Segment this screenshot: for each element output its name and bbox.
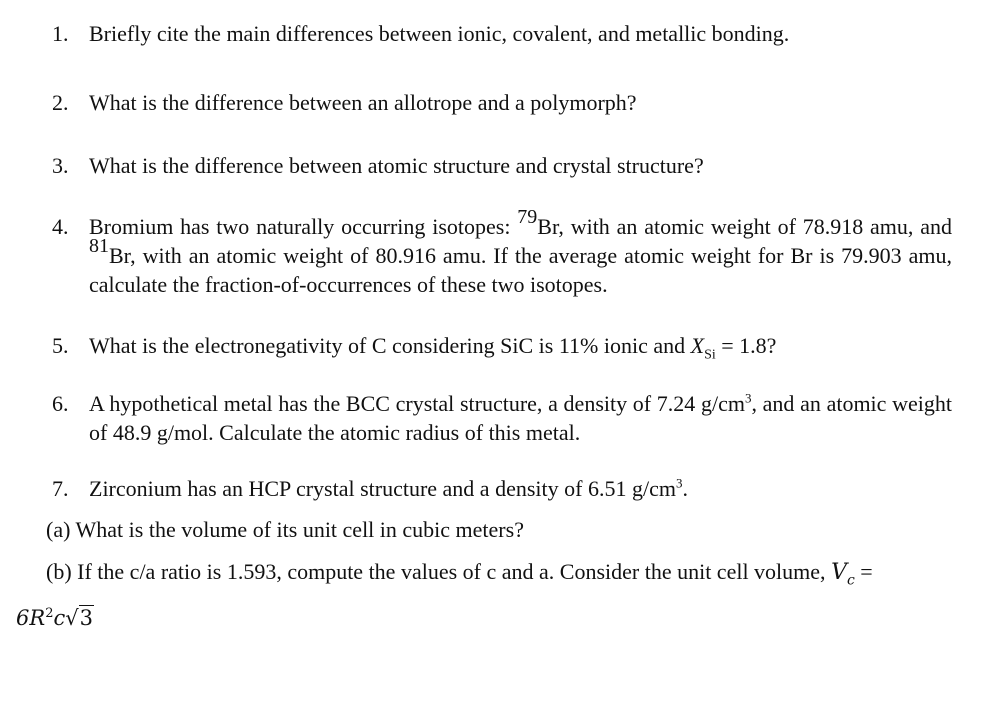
question-4 [52,205,952,299]
math-equals: = [854,559,873,584]
square-root [65,604,94,632]
math-variable: V [831,560,847,585]
question-number: 7. [52,476,69,501]
question-text: What is the difference between atomic structure and crystal structure? [89,153,704,178]
question-7 [52,474,952,503]
subpart-a: (a) What is the volume of its unit cell in cubic meters? [46,517,524,542]
question-text-part: . [682,476,688,501]
superscript-exponent: 3 [675,475,683,491]
question-number: 2. [52,90,69,115]
question-text [89,331,952,363]
question-text-part: Br, with an atomic weight of 80.916 amu. If the average atomic weight for Br is 79.903 amu, calculate the fraction-of-occurrences of these two isotopes. [89,243,952,297]
isotope-mass-number: 81 [89,234,109,257]
question-text-part: Zirconium has an HCP crystal structure and a density of 6.51 g/cm [89,476,676,501]
question-1 [52,19,952,48]
subpart-b [46,557,956,587]
math-variable: X [690,333,705,358]
superscript-exponent: 3 [744,390,752,406]
unit-cell-volume-formula [16,604,94,632]
question-2 [52,88,952,117]
question-text-part: Br, with an atomic weight of 78.918 amu, and [537,214,952,239]
math-subscript: c [846,572,855,589]
question-number: 3. [52,153,69,178]
question-3 [52,151,952,180]
question-text-part: = 1.8? [715,333,777,358]
formula-exponent: 2 [45,606,54,621]
radical-argument: 3 [79,606,93,630]
question-5 [52,331,952,363]
question-text-part: What is the electronegativity of C considering SiC is 11% ionic and [89,333,691,358]
question-number: 1. [52,21,69,46]
question-text [89,205,952,299]
question-text [89,474,952,503]
formula-variable: c [53,606,66,630]
math-subscript: Si [704,347,716,363]
subpart-b-text: (b) If the c/a ratio is 1.593, compute the values of c and a. Consider the unit cell volume, [46,559,832,584]
radical-sign: √ [65,606,79,630]
question-number: 4. [52,214,69,239]
question-text-part: A hypothetical metal has the BCC crystal structure, a density of 7.24 g/cm [89,391,745,416]
question-text-part: , and an atomic weight of 48.9 g/mol. Calculate the atomic radius of this metal. [89,391,952,445]
question-text-part: Bromium has two naturally occurring isotopes: [89,214,518,239]
question-number: 6. [52,391,69,416]
question-text: Briefly cite the main differences between ionic, covalent, and metallic bonding. [89,21,790,46]
question-6 [52,389,952,447]
question-number: 5. [52,333,69,358]
question-text: What is the difference between an allotrope and a polymorph? [89,90,637,115]
isotope-mass-number: 79 [517,205,538,228]
question-text [89,389,952,447]
formula-lead: 6R [16,606,46,630]
